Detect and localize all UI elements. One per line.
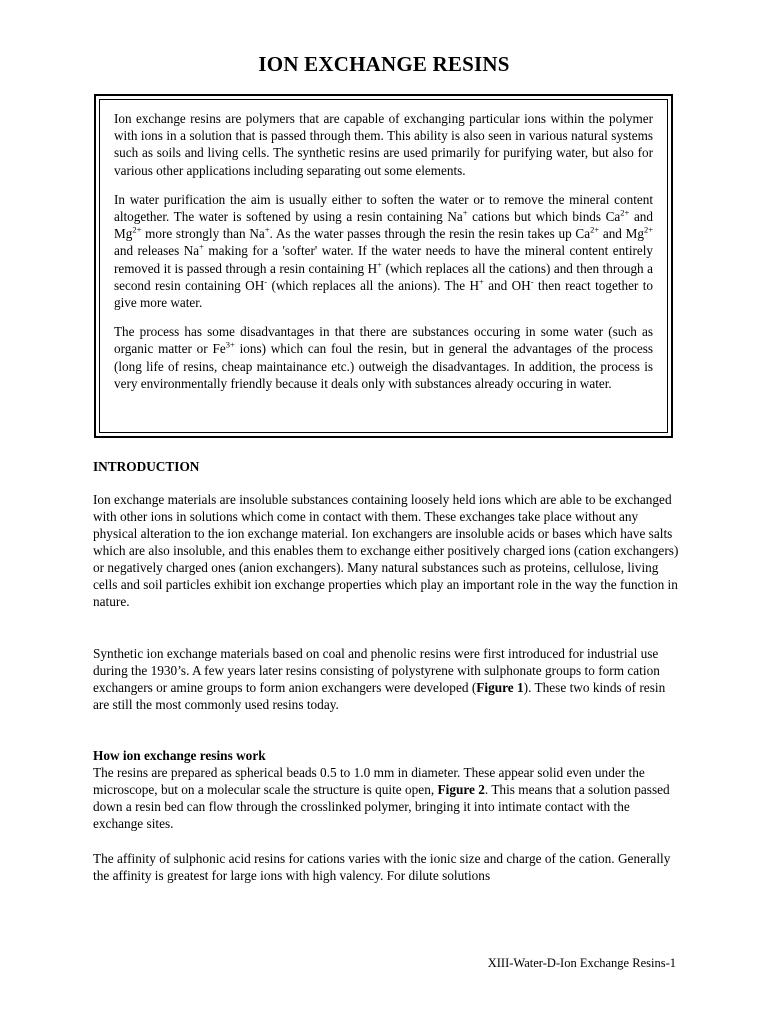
introduction-paragraph-2: Synthetic ion exchange materials based on coal and phenolic resins were first introduced for industrial use during the 1930’s. A few years later resins consisting of polystyrene with sulphonate groups to form cation exchangers or amine groups to form anion exchangers were developed (Figure 1). These two kinds of resin are still the most commonly used resins today. xyxy=(93,646,666,712)
how-it-works-paragraph-1: The resins are prepared as spherical beads 0.5 to 1.0 mm in diameter. These appear solid even under the microscope, but on a molecular scale the structure is quite open, Figure 2. This means that a solution passed down a resin bed can flow through the crosslinked polymer, bringing it into intimate contact with the exchange sites. xyxy=(93,765,670,831)
summary-box-inner xyxy=(99,99,668,433)
how-it-works-section xyxy=(93,747,683,832)
how-it-works-paragraph-2: The affinity of sulphonic acid resins for cations varies with the ionic size and charge of the cation. Generally the affinity is greatest for large ions with high valency. For dilute solutions xyxy=(93,851,671,883)
introduction-paragraph-1: Ion exchange materials are insoluble substances containing loosely held ions which are able to be exchanged with other ions in solutions which come in contact with them. These exchanges take place without any physical alteration to the ion exchange material. Ion exchangers are insoluble acids or bases which have salts which are also insoluble, and this enables them to exchange either positively charged ions (cation exchangers) or negatively charged ones (anion exchangers). Many natural substances such as proteins, cellulose, living cells and soil particles exhibit ion exchange properties which play an important role in the way the function in nature. xyxy=(93,492,679,609)
figure-1-reference: Figure 1 xyxy=(476,680,524,695)
summary-box xyxy=(94,94,673,438)
summary-paragraph-2: In water purification the aim is usually either to soften the water or to remove the mineral content altogether. The water is softened by using a resin containing Na+ cations but which binds $Ca^{2+}$ and $Mg^{2+}$ more strongly than Na+. As the water passes through the resin the resin takes up $Ca^{2+}$ and $Mg^{2+}$ and releases Na+ making for a 'softer' water. If the water needs to have the mineral content entirely removed it is passed through a resin containing H+ (which replaces all the cations) and then through a second resin containing OH- (which replaces all the anions). The H+ and OH- then react together to give more water. xyxy=(114,191,653,311)
summary-paragraph-3: The process has some disadvantages in that there are substances occuring in some water (such as organic matter or $Fe^{3+}$ ions) which can foul the resin, but in general the advantages of the process (long life of resins, cheap maintainance etc.) outweigh the disadvantages. In addition, the process is very environmentally friendly because it deals only with substances already occuring in water. xyxy=(114,324,653,391)
how-it-works-heading: How ion exchange resins work xyxy=(93,748,266,763)
summary-paragraph-1: Ion exchange resins are polymers that are capable of exchanging particular ions within the polymer with ions in a solution that is passed through them. This ability is also seen in various natural systems such as soils and living cells. The synthetic resins are used primarily for purifying water, but also for various other applications including separating out some elements. xyxy=(114,111,653,178)
page-footer: XIII-Water-D-Ion Exchange Resins-1 xyxy=(487,956,676,970)
page-title: ION EXCHANGE RESINS xyxy=(258,52,510,76)
figure-2-reference: Figure 2 xyxy=(437,782,485,797)
introduction-heading: INTRODUCTION xyxy=(93,459,200,474)
